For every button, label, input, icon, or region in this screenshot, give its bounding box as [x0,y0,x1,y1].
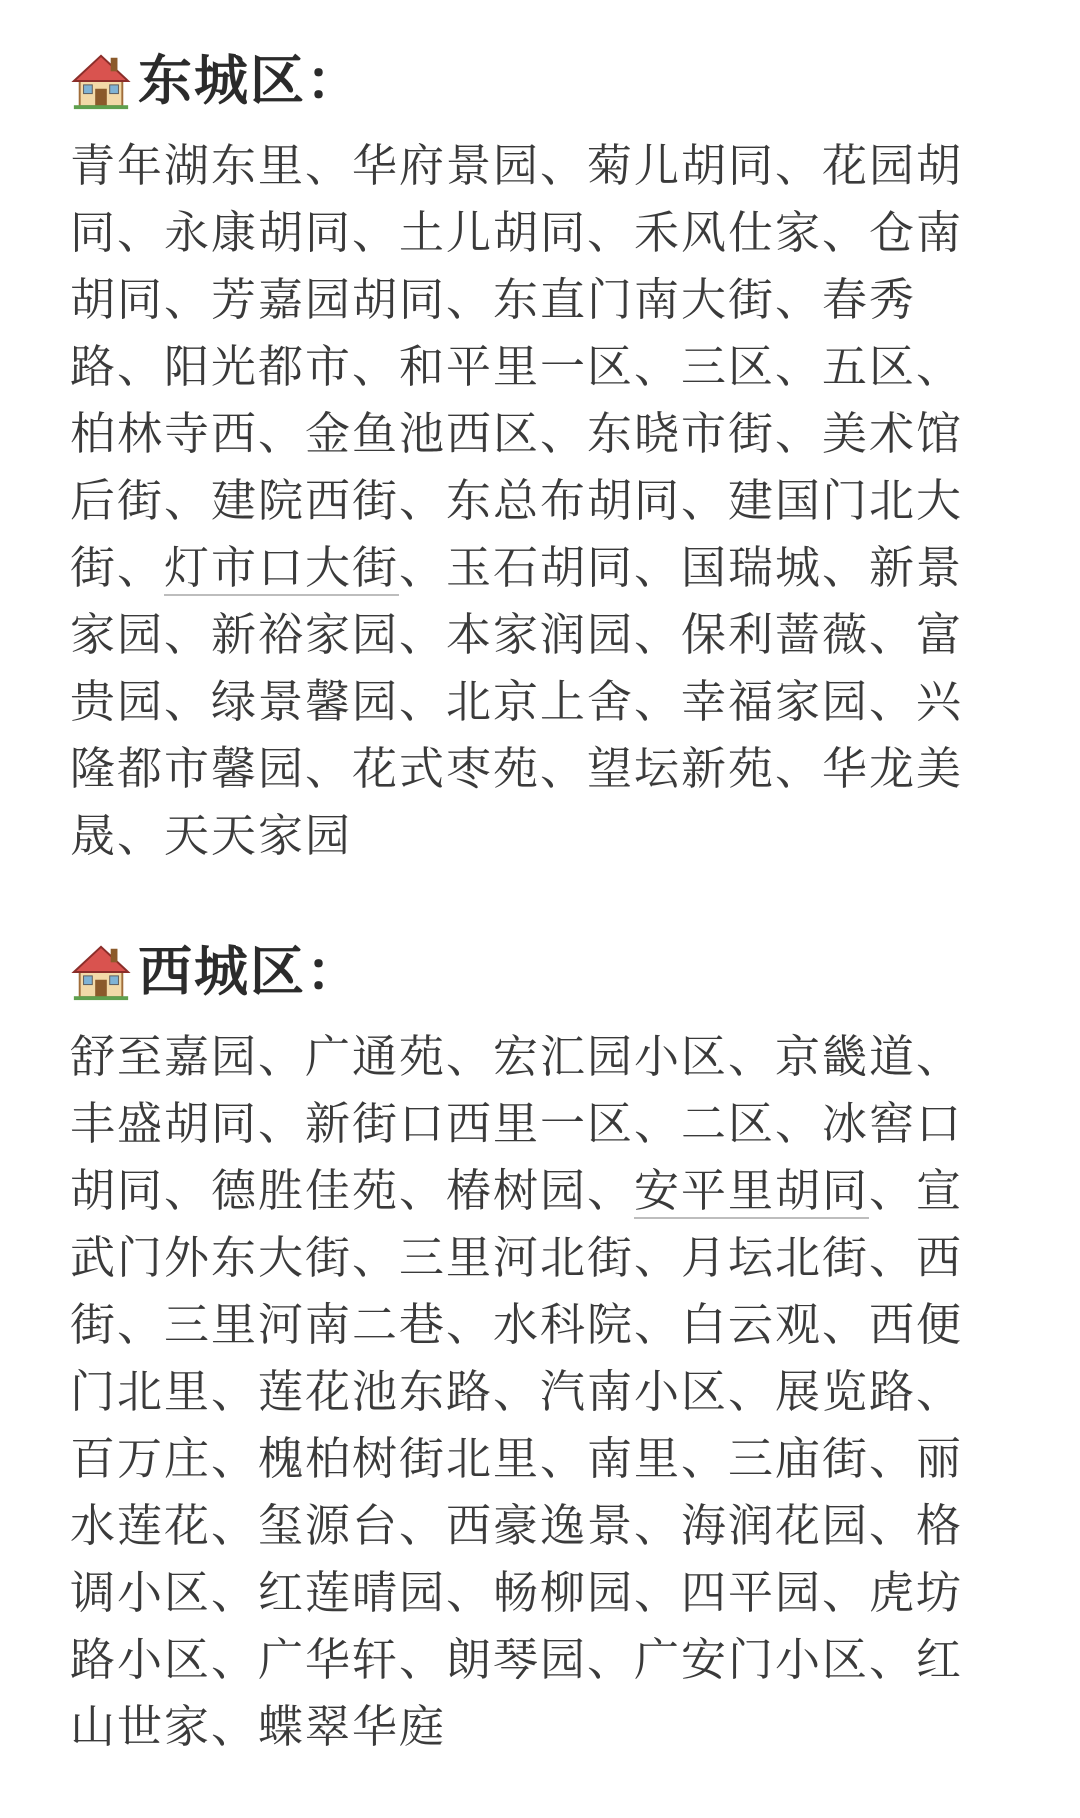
underlined-place-link[interactable]: 安平里胡同 [634,1164,870,1217]
section-heading [70,44,985,118]
list-text: 舒至嘉园、广通苑、宏汇园小区、京畿道、丰盛胡同、新街口西里一区、二区、冰窖口胡同、德胜佳苑、椿树园、 [70,1030,964,1217]
section-dongcheng [70,44,985,869]
section-xicheng [70,935,985,1760]
section-heading [70,935,985,1009]
house-icon [70,50,132,112]
list-text: 、玉石胡同、国瑞城、新景家园、新裕家园、本家润园、保利蔷薇、富贵园、绿景馨园、北京上舍、幸福家园、兴隆都市馨园、花式枣苑、望坛新苑、华龙美晟、天天家园 [70,541,964,862]
section-title: 西城区： [138,940,362,1003]
house-icon [70,941,132,1003]
neighborhood-list [70,1023,985,1760]
section-title: 东城区： [138,49,362,112]
underlined-place-link[interactable]: 灯市口大街 [164,541,400,594]
list-text: 青年湖东里、华府景园、菊儿胡同、花园胡同、永康胡同、土儿胡同、禾风仕家、仓南胡同、芳嘉园胡同、东直门南大街、春秀路、阳光都市、和平里一区、三区、五区、柏林寺西、金鱼池西区、东晓市街、美术馆后街、建院西街、东总布胡同、建国门北大街、 [70,139,964,594]
neighborhood-list [70,132,985,869]
list-text: 、宣武门外东大街、三里河北街、月坛北街、西街、三里河南二巷、水科院、白云观、西便门北里、莲花池东路、汽南小区、展览路、百万庄、槐柏树街北里、南里、三庙街、丽水莲花、玺源台、西豪逸景、海润花园、格调小区、红莲晴园、畅柳园、四平园、虎坊路小区、广华轩、朗琴园、广安门小区、红山世家、蝶翠华庭 [70,1164,964,1753]
